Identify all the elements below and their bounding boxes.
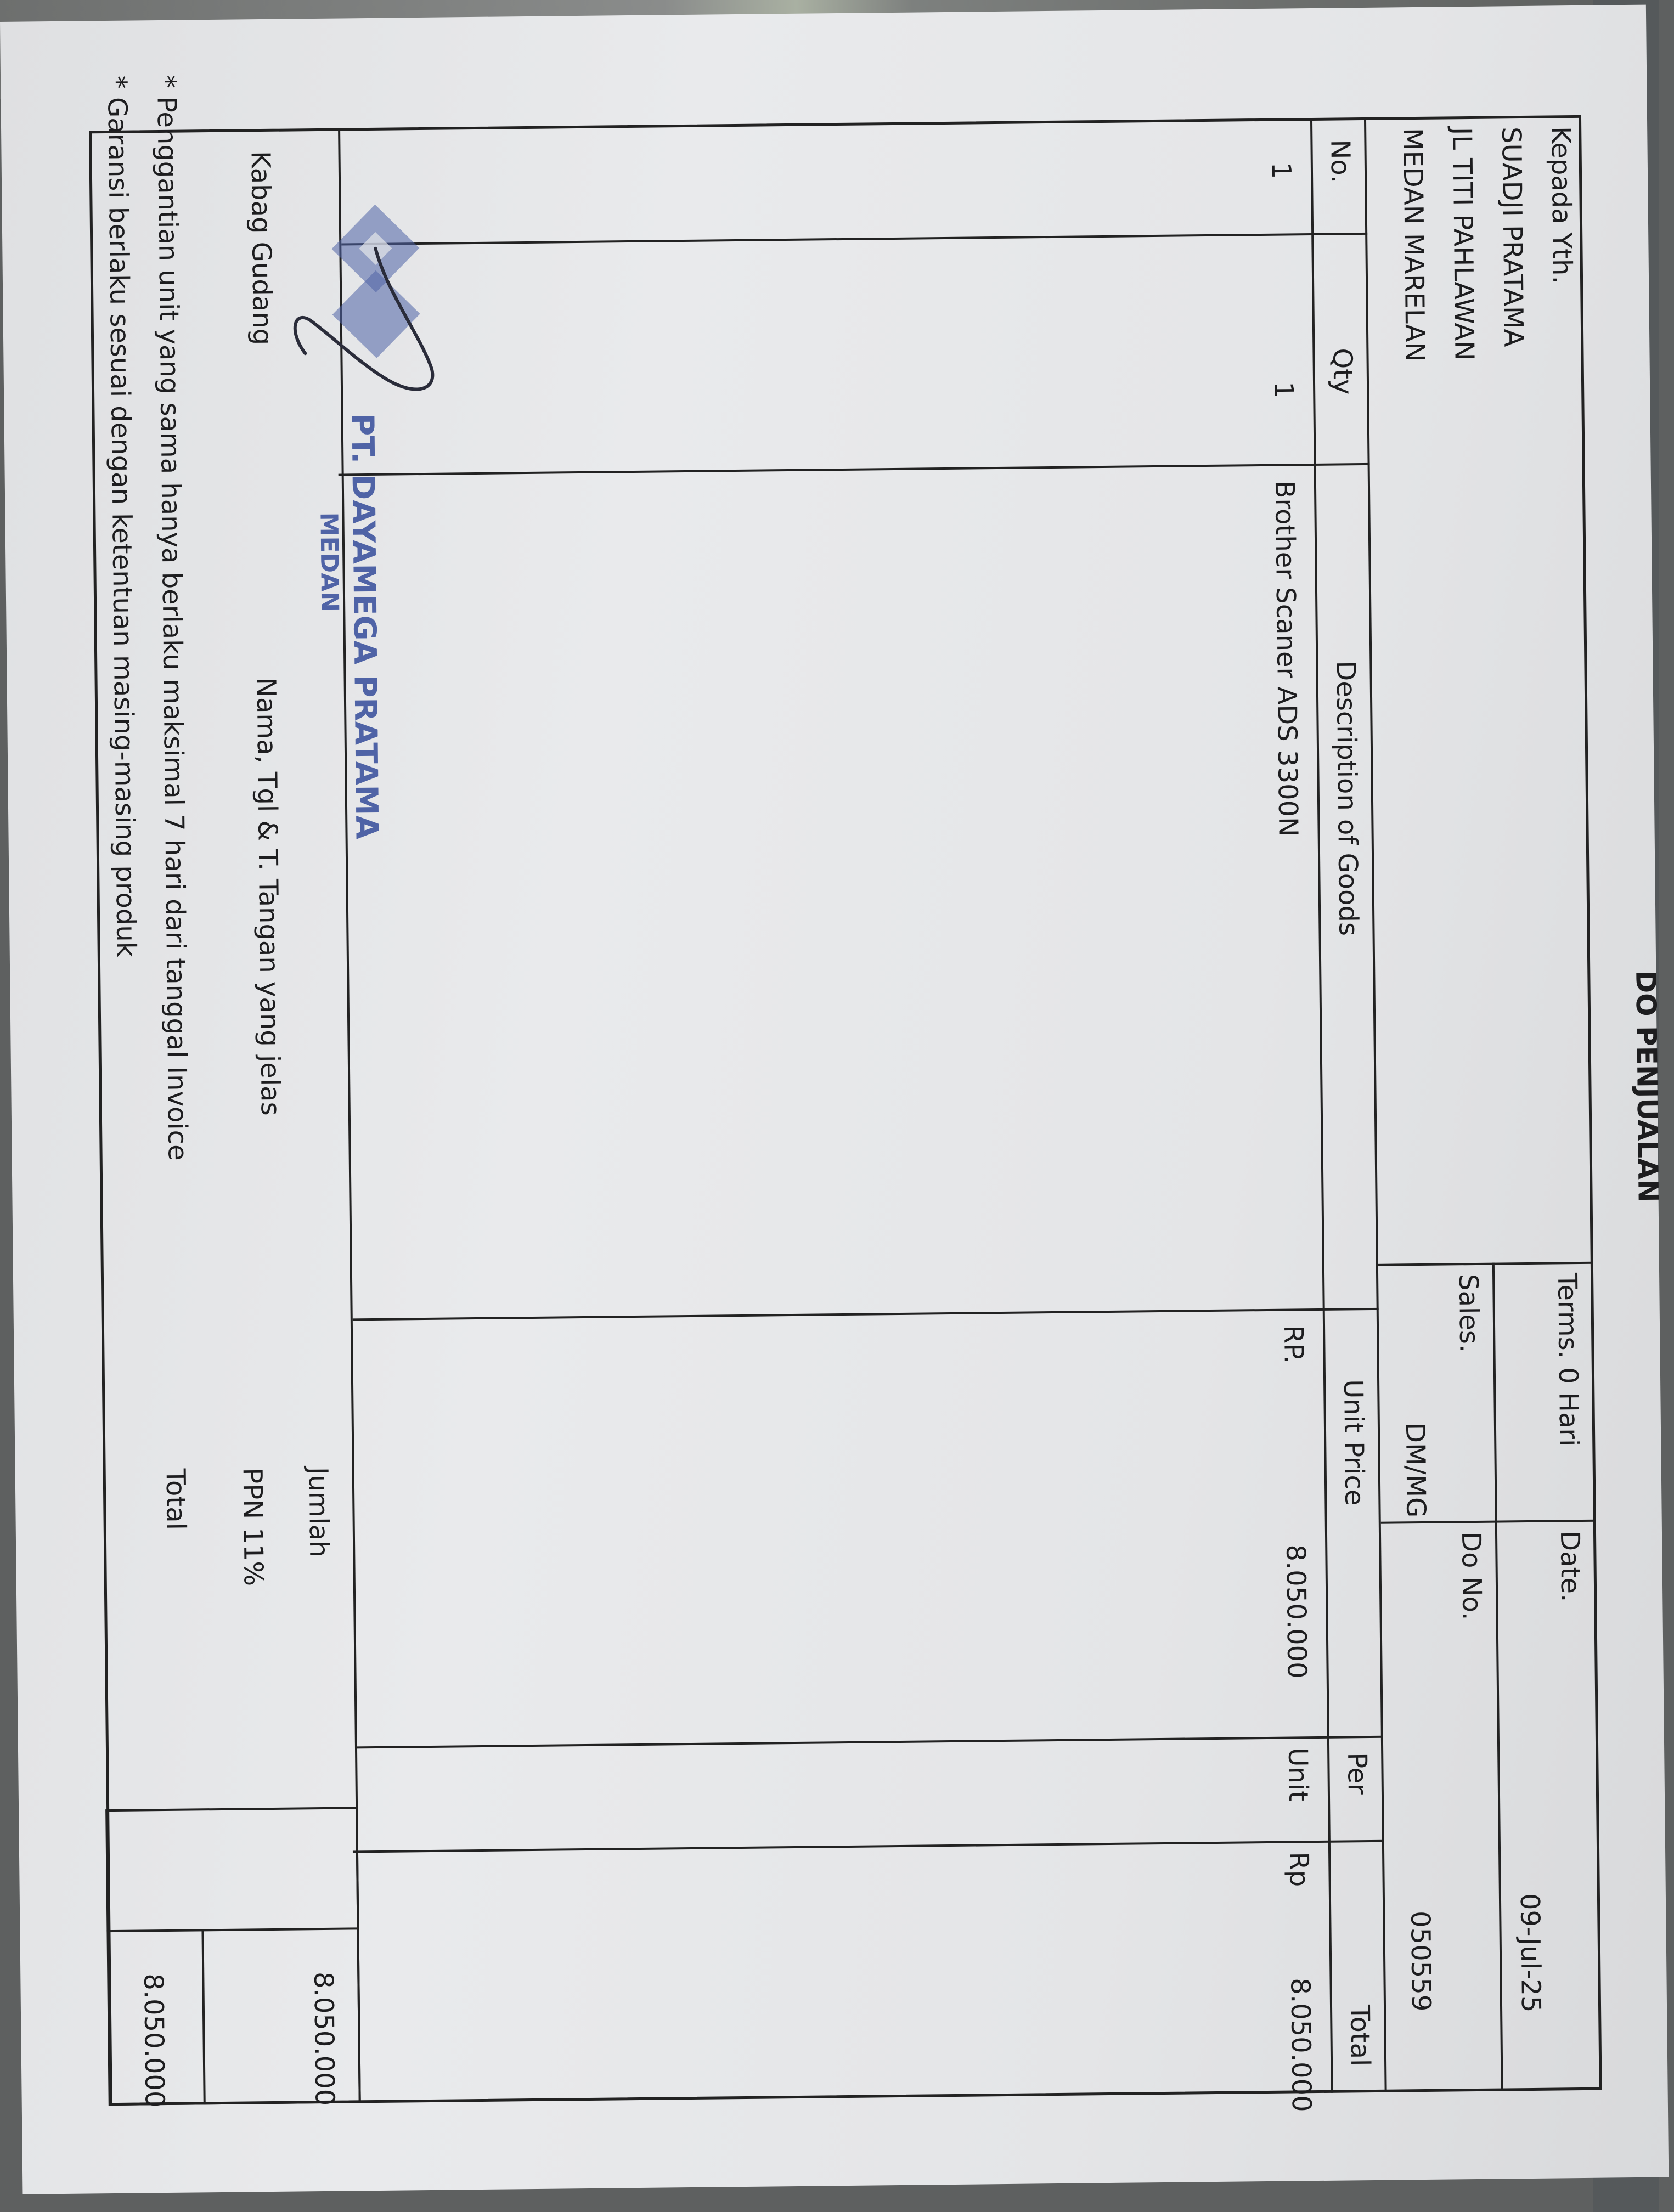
document-title: DO PENJUALAN <box>1630 970 1664 1203</box>
header-total: Total <box>1344 2004 1376 2067</box>
header-qty: Qty <box>1327 348 1359 395</box>
note-2-text: Garansi berlaku sesuai dengan ketentuan masing-masing produk <box>102 97 142 957</box>
stamp-company-name: PT. DAYAMEGA PRATAMA <box>344 413 385 840</box>
sales-code: DM/MG <box>1399 1422 1431 1518</box>
date-label: Date. <box>1554 1530 1586 1602</box>
kabag-gudang-label: Kabag Gudang <box>245 150 278 346</box>
signature-instruction: Nama, Tgl & T. Tangan yang jelas <box>250 677 286 1116</box>
recipient-label: Kepada Yth. <box>1545 126 1578 284</box>
row-currency: RP. <box>1278 1325 1309 1364</box>
row-qty: 1 <box>1267 381 1299 399</box>
note-2: * Garansi berlaku sesuai dengan ketentuan masing-masing produk <box>102 75 142 957</box>
do-number-label: Do No. <box>1455 1531 1487 1621</box>
row-total-currency: Rp <box>1283 1852 1315 1887</box>
row-description: Brother Scaner ADS 3300N <box>1269 480 1304 837</box>
recipient-address-line2: MEDAN MARELAN <box>1397 127 1430 362</box>
note-1-text: Penggantian unit yang sama hanya berlaku maksimal 7 hari dari tanggal Invoice <box>151 96 193 1161</box>
grand-total-value: 8.050.000 <box>138 1973 170 2108</box>
header-no: No. <box>1324 139 1356 184</box>
paper-sheet <box>0 5 1669 2194</box>
jumlah-value: 8.050.000 <box>308 1971 340 2106</box>
delivery-order-document <box>7 75 1664 2151</box>
stamp-city: MEDAN <box>314 512 344 612</box>
note-1: * Penggantian unit yang sama hanya berlaku maksimal 7 hari dari tanggal Invoice <box>151 75 193 1161</box>
row-no: 1 <box>1265 162 1297 179</box>
ppn-label: PPN 11% <box>236 1468 269 1587</box>
recipient-address-line1: JL TITI PAHLAWAN <box>1446 127 1480 361</box>
date-value: 09-Jul-25 <box>1514 1893 1547 2013</box>
jumlah-label: Jumlah <box>302 1466 335 1558</box>
grand-total-label: Total <box>160 1468 191 1531</box>
handwritten-signature <box>277 225 455 512</box>
row-per: Unit <box>1282 1747 1314 1802</box>
header-unit-price: Unit Price <box>1338 1379 1370 1506</box>
sales-label: Sales. <box>1453 1273 1485 1353</box>
row-unit-price: 8.050.000 <box>1280 1544 1312 1679</box>
recipient-name: SUADJI PRATAMA <box>1496 126 1529 347</box>
header-description: Description of Goods <box>1330 661 1364 936</box>
header-per: Per <box>1342 1752 1373 1795</box>
row-total: 8.050.000 <box>1284 1978 1317 2112</box>
do-number-value: 050559 <box>1405 1910 1437 2012</box>
terms-text: Terms. 0 Hari <box>1552 1272 1585 1447</box>
